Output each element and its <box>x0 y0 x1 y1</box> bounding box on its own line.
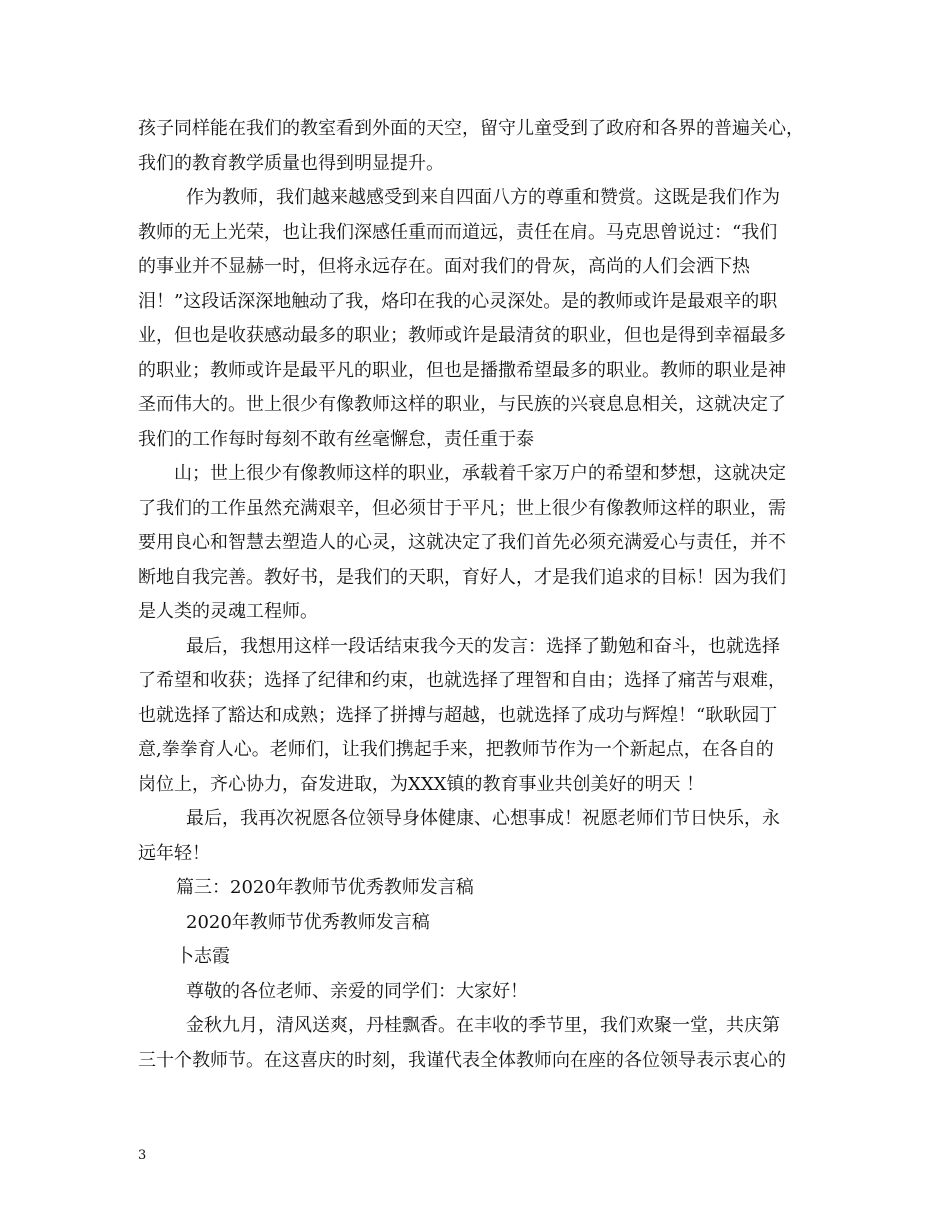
section-heading: 篇三：2020年教师节优秀教师发言稿 <box>176 877 474 898</box>
text-line: 最后，我想用这样一段话结束我今天的发言：选择了勤勉和奋斗，也就选择 <box>186 635 780 657</box>
text-line: 是人类的灵魂工程师。 <box>138 601 318 622</box>
text-line: 业，但也是收获感动最多的职业；教师或许是最清贫的职业，但也是得到幸福最多 <box>138 325 786 346</box>
text-line: 断地自我完善。教好书，是我们的天职，育好人，才是我们追求的目标！因为我们 <box>138 566 786 588</box>
text-line: 意,拳拳育人心。老师们，让我们携起手来，把教师节作为一个新起点，在各自的 <box>138 739 774 760</box>
text-line: 孩子同样能在我们的教室看到外面的天空，留守儿童受到了政府和各界的普遍关心， <box>138 118 804 139</box>
text-line: 的职业；教师或许是最平凡的职业，但也是播撒希望最多的职业。教师的职业是神 <box>138 359 786 381</box>
speech-title: 2020年教师节优秀教师发言稿 <box>186 911 430 933</box>
page-number: 3 <box>138 1148 147 1163</box>
text-line: 要用良心和智慧去塑造人的心灵，这就决定了我们首先必须充满爱心与责任，并不 <box>138 532 786 553</box>
text-line: 了我们的工作虽然充满艰辛，但必须甘于平凡；世上很少有像教师这样的职业，需 <box>138 497 786 519</box>
text-line: 作为教师，我们越来越感受到来自四面八方的尊重和赞赏。这既是我们作为 <box>186 187 780 208</box>
text-line: 泪！”这段话深深地触动了我，烙印在我的心灵深处。是的教师或许是最艰辛的职 <box>138 290 778 312</box>
text-line: 岗位上，齐心协力，奋发进取，为XXX镇的教育事业共创美好的明天 ！ <box>138 773 705 795</box>
text-line: 教师的无上光荣，也让我们深感任重而而道远，责任在肩。马克思曾说过：“我们 <box>138 221 778 243</box>
text-line: 圣而伟大的。世上很少有像教师这样的职业，与民族的兴衰息息相关，这就决定了 <box>138 394 786 415</box>
text-line: 金秋九月，清风送爽，丹桂飘香。在丰收的季节里，我们欢聚一堂，共庆第 <box>186 1015 780 1036</box>
text-line: 三十个教师节。在这喜庆的时刻，我谨代表全体教师向在座的各位领导表示衷心的 <box>138 1049 786 1071</box>
text-line: 最后，我再次祝愿各位领导身体健康、心想事成！祝愿老师们节日快乐，永 <box>186 808 780 829</box>
speech-author: 卜志霞 <box>176 946 230 967</box>
document-body <box>138 112 820 1078</box>
text-line: 远年轻！ <box>138 842 210 864</box>
salutation: 尊敬的各位老师、亲爱的同学们：大家好！ <box>186 980 528 1002</box>
text-line: 我们的教育教学质量也得到明显提升。 <box>138 152 444 174</box>
text-line: 了希望和收获；选择了纪律和约束，也就选择了理智和自由；选择了痛苦与艰难， <box>138 670 786 691</box>
text-line: 山；世上很少有像教师这样的职业，承载着千家万户的希望和梦想，这就决定 <box>174 463 786 484</box>
text-line: 也就选择了豁达和成熟；选择了拼搏与超越，也就选择了成功与辉煌！“耿耿园丁 <box>138 704 778 726</box>
text-line: 我们的工作每时每刻不敢有丝毫懈怠，责任重于泰 <box>138 428 534 450</box>
text-line: 的事业并不显赫一时，但将永远存在。面对我们的骨灰，高尚的人们会洒下热 <box>138 256 750 277</box>
